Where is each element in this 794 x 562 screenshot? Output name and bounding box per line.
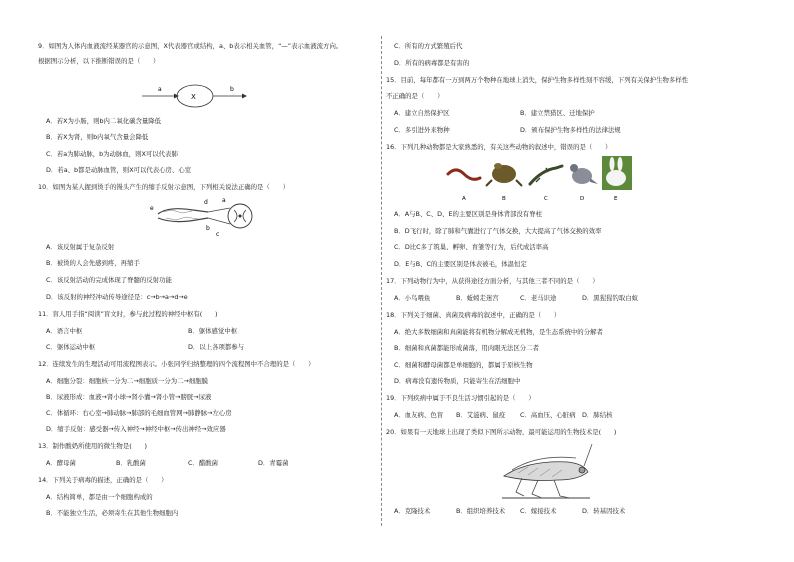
q11-stem: 11．盲人用手指“阅读”盲文时，参与此过程的神经中枢有( )	[38, 310, 218, 318]
q15-stem-line1: 15．目前，每年都有一万到两万个物种在地球上消失，保护生物多样性刻不容缓，下列有关保护生物多样性	[386, 76, 689, 84]
q16-label-d: D	[580, 196, 585, 202]
q15-option-a: A．建立自然保护区	[394, 109, 450, 117]
q13-option-d: D．青霉菌	[258, 459, 289, 467]
q17-option-b: B．蚯蚓走迷宫	[456, 294, 499, 302]
q20-option-c: C．嫁接技术	[520, 507, 557, 515]
q13-option-a: A．酵母菌	[46, 459, 76, 467]
q12-option-a: A．细胞分裂：细胞核一分为二→细胞质一分为二→细胞膜	[46, 377, 209, 385]
q10-stem: 10．如图为某人握到烫手的馒头产生的缩手反射示意图，下列相关说法正确的是（ ）	[38, 183, 289, 191]
q14-option-b: B．不能独立生活，必须寄生在其他生物细胞内	[46, 509, 179, 517]
q10-reflex-arc-diagram	[148, 194, 260, 238]
svg-text:a: a	[222, 197, 226, 204]
q12-stem: 12．连续发生的生理活动可用流程图表示。小张同学归纳整理的四个流程图中不合理的是（ ）	[38, 360, 315, 368]
q9-stem-line1: 9．如图为人体内血液流经某器官的示意图，X代表器官或结构，a、b表示相关血管，“—”表示血液流方向。	[38, 42, 343, 50]
q18-option-b: B．细菌和真菌都能形成菌落，用肉眼无法区分二者	[394, 344, 539, 352]
q14-stem: 14．下列关于病毒的描述，正确的是（ ）	[38, 476, 168, 484]
svg-text:e: e	[150, 205, 154, 212]
q15-option-c: C．多引进外来物种	[394, 126, 450, 134]
rabbit-icon	[602, 156, 632, 190]
q11-option-d: D．以上各项都参与	[188, 343, 245, 351]
q11-option-c: C．躯体运动中枢	[46, 343, 96, 351]
q14-option-a: A．结构简单，都是由一个细胞构成的	[46, 493, 153, 501]
svg-text:b: b	[206, 225, 210, 232]
q19-option-c: C．高血压、心脏病	[520, 411, 576, 419]
q11-option-a: A．语言中枢	[46, 327, 83, 335]
q9-option-b: B．若X为肾，则b内氧气含量会降低	[46, 133, 149, 141]
column-divider	[381, 36, 382, 526]
earthworm-icon	[448, 170, 480, 179]
q20-option-b: B．组织培养技术	[456, 507, 506, 515]
q18-option-d: D．病毒没有遗传物质，只能寄生在活细胞中	[394, 377, 521, 385]
q12-option-b: B．尿液形成：血液→肾小球→肾小囊→肾小管→膀胱→尿液	[46, 393, 212, 401]
q17-option-c: C．老马识途	[520, 294, 557, 302]
grasshopper-icon	[502, 444, 592, 498]
q15-option-b: B．建立禁猎区、迁地保护	[520, 109, 595, 117]
q10-option-a: A．该反射属于复杂反射	[46, 243, 115, 251]
q9-option-a: A．若X为小肠，则b内二氧化碳含量降低	[46, 117, 162, 125]
q17-option-d: D．黑猩猩钓取白蚁	[582, 294, 639, 302]
q20-hybrid-animal-illustration	[498, 440, 594, 502]
frog-icon	[486, 163, 522, 186]
q19-option-a: A．血友病、色盲	[394, 411, 444, 419]
q15-option-d: D．颁布保护生物多样性的法律法规	[520, 126, 621, 134]
q9-label-a: a	[158, 86, 162, 93]
q16-option-c: C．D比C多了筑巢、孵卵、育雏等行为，后代成活率高	[394, 243, 549, 251]
q16-label-c: C	[544, 196, 548, 202]
q11-option-b: B．躯体感觉中枢	[188, 327, 238, 335]
q16-option-d: D．E与B、C的主要区别是体表被毛，体温恒定	[394, 260, 527, 268]
right-column	[386, 0, 794, 562]
q17-option-a: A．小鸟喂鱼	[394, 294, 431, 302]
q20-option-a: A．克隆技术	[394, 507, 431, 515]
left-column	[0, 0, 380, 562]
q17-stem: 17．下列动物行为中，从获得途径方面分析，与其他三者不同的是（ ）	[386, 277, 599, 285]
q9-stem-line2: 根据图示分析，以下推断错误的是（ ）	[38, 57, 160, 65]
q20-stem: 20．如果有一天地球上出现了类似下图所示动物，最可能运用的生物技术是( )	[386, 428, 617, 436]
q16-stem: 16．下列几种动物都是大家熟悉的，有关这些动物的叙述中，错误的是（ ）	[386, 143, 612, 151]
svg-text:d: d	[204, 199, 208, 206]
q16-label-b: B	[502, 196, 506, 202]
q20-option-d: D．转基因技术	[582, 507, 626, 515]
q13-option-b: B．乳酸菌	[116, 459, 146, 467]
q10-option-d: D．该反射的神经冲动传导途径是：c→b→a→d→e	[46, 293, 188, 301]
q16-animals-illustration	[444, 156, 634, 202]
q16-option-a: A．A与B、C、D、E的主要区别是身体背部没有脊柱	[394, 210, 542, 218]
q9-label-b: b	[230, 86, 234, 93]
q9-label-x: X	[191, 93, 196, 101]
q18-option-c: C．细菌和酵母菌都是单细胞的，都属于原核生物	[394, 361, 533, 369]
lizard-icon	[530, 166, 562, 184]
q15-stem-line2: 不正确的是（ ）	[386, 92, 444, 100]
q16-label-e: E	[614, 196, 618, 202]
q18-option-a: A．绝大多数细菌和真菌能将有机物分解成无机物，是生态系统中的分解者	[394, 328, 603, 336]
q19-option-d: D．肺结核	[582, 411, 613, 419]
q18-stem: 18．下列关于细菌、真菌及病毒的叙述中，正确的是（ ）	[386, 311, 561, 319]
q19-option-b: B．艾滋病、鼠疫	[456, 411, 506, 419]
q14-option-d: D．所有的病毒都是有害的	[394, 59, 470, 67]
q13-stem: 13．制作酸奶所使用的微生物是( )	[38, 442, 147, 450]
q9-blood-flow-diagram	[140, 80, 250, 112]
pigeon-icon	[570, 164, 598, 184]
q16-option-b: B．D飞行时，除了肺和气囊进行了气体交换，大大提高了气体交换的效率	[394, 227, 602, 235]
q10-option-c: C．该反射活动的完成体现了脊髓的反射功能	[46, 276, 172, 284]
q12-option-d: D．缩手反射：感受器→传入神经→神经中枢→传出神经→效应器	[46, 425, 226, 433]
q14-option-c: C．所有的方式繁殖后代	[394, 42, 463, 50]
svg-text:c: c	[216, 231, 220, 238]
q9-option-c: C．若a为肺动脉，b为动脉血，则X可以代表肺	[46, 150, 178, 158]
q16-label-a: A	[462, 196, 466, 202]
q9-option-d: D．若a、b都是动脉血管，则X可以代表心房、心室	[46, 166, 192, 174]
q12-option-c: C．体循环：右心室→肺动脉→肺部的毛细血管网→肺静脉→左心房	[46, 409, 232, 417]
q13-option-c: C．醋酸菌	[188, 459, 219, 467]
q19-stem: 19．下列疾病中属于不良生活习惯引起的是（ ）	[386, 394, 535, 402]
q10-option-b: B．被烫的人会先感到疼，再缩手	[46, 259, 140, 267]
